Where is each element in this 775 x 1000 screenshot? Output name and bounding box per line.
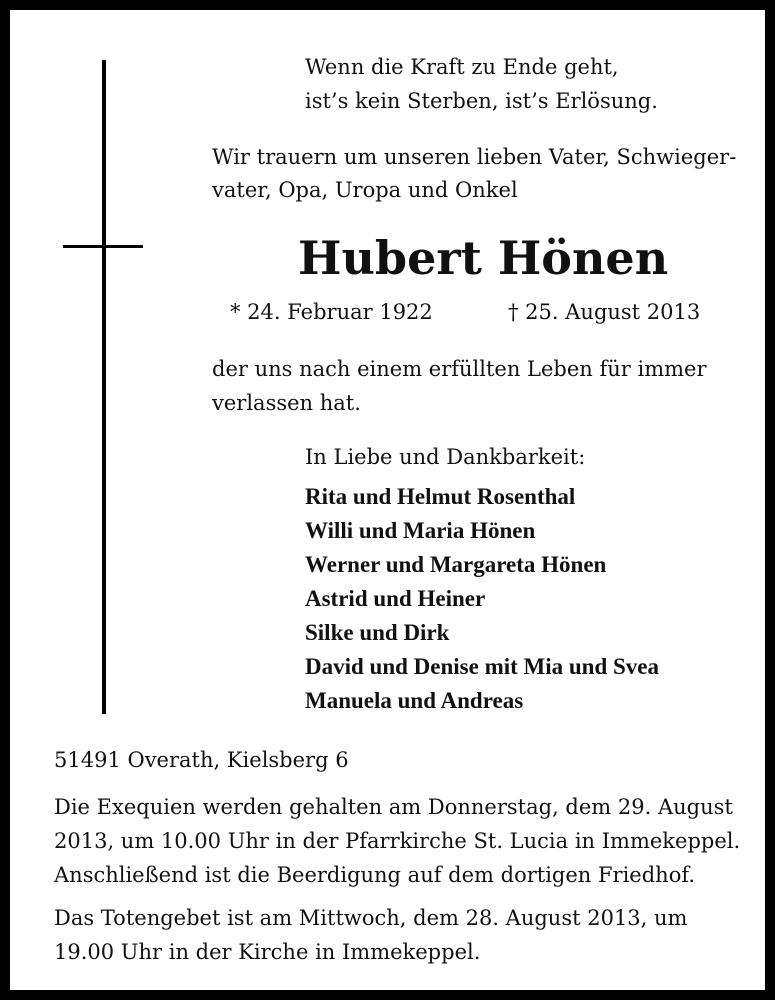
birth-date: * 24. Februar 1922 — [230, 300, 433, 324]
mourners-heading: In Liebe und Dankbarkeit: — [305, 445, 586, 469]
intro-line-1: Wir trauern um unseren lieben Vater, Schwieger- — [212, 145, 737, 169]
cross-crossbar — [63, 245, 143, 248]
funeral-line-1: Die Exequien werden gehalten am Donnerstag, dem 29. August — [54, 795, 733, 819]
cross-icon — [102, 60, 106, 714]
mourner-name: Rita und Helmut Rosenthal — [305, 484, 576, 509]
closing-line-1: der uns nach einem erfüllten Leben für immer — [212, 357, 707, 381]
prayer-line-2: 19.00 Uhr in der Kirche in Immekeppel. — [54, 940, 481, 964]
funeral-line-3: Anschließend ist die Beerdigung auf dem dortigen Friedhof. — [54, 863, 696, 887]
funeral-line-2: 2013, um 10.00 Uhr in der Pfarrkirche St. Lucia in Immekeppel. — [54, 829, 741, 853]
mourner-name: David und Denise mit Mia und Svea — [305, 654, 660, 679]
mourner-name: Willi und Maria Hönen — [305, 518, 536, 543]
motto-line-1: Wenn die Kraft zu Ende geht, — [305, 55, 619, 79]
prayer-line-1: Das Totengebet ist am Mittwoch, dem 28. August 2013, um — [54, 906, 688, 930]
mourner-name: Werner und Margareta Hönen — [305, 552, 607, 577]
death-date: † 25. August 2013 — [508, 300, 701, 324]
deceased-name: Hubert Hönen — [298, 231, 669, 285]
address: 51491 Overath, Kielsberg 6 — [54, 748, 349, 772]
mourner-name: Astrid und Heiner — [305, 586, 486, 611]
mourner-name: Manuela und Andreas — [305, 688, 524, 713]
intro-line-2: vater, Opa, Uropa und Onkel — [212, 178, 518, 202]
mourner-name: Silke und Dirk — [305, 620, 450, 645]
closing-line-2: verlassen hat. — [212, 391, 361, 415]
motto-line-2: ist’s kein Sterben, ist’s Erlösung. — [305, 89, 658, 113]
